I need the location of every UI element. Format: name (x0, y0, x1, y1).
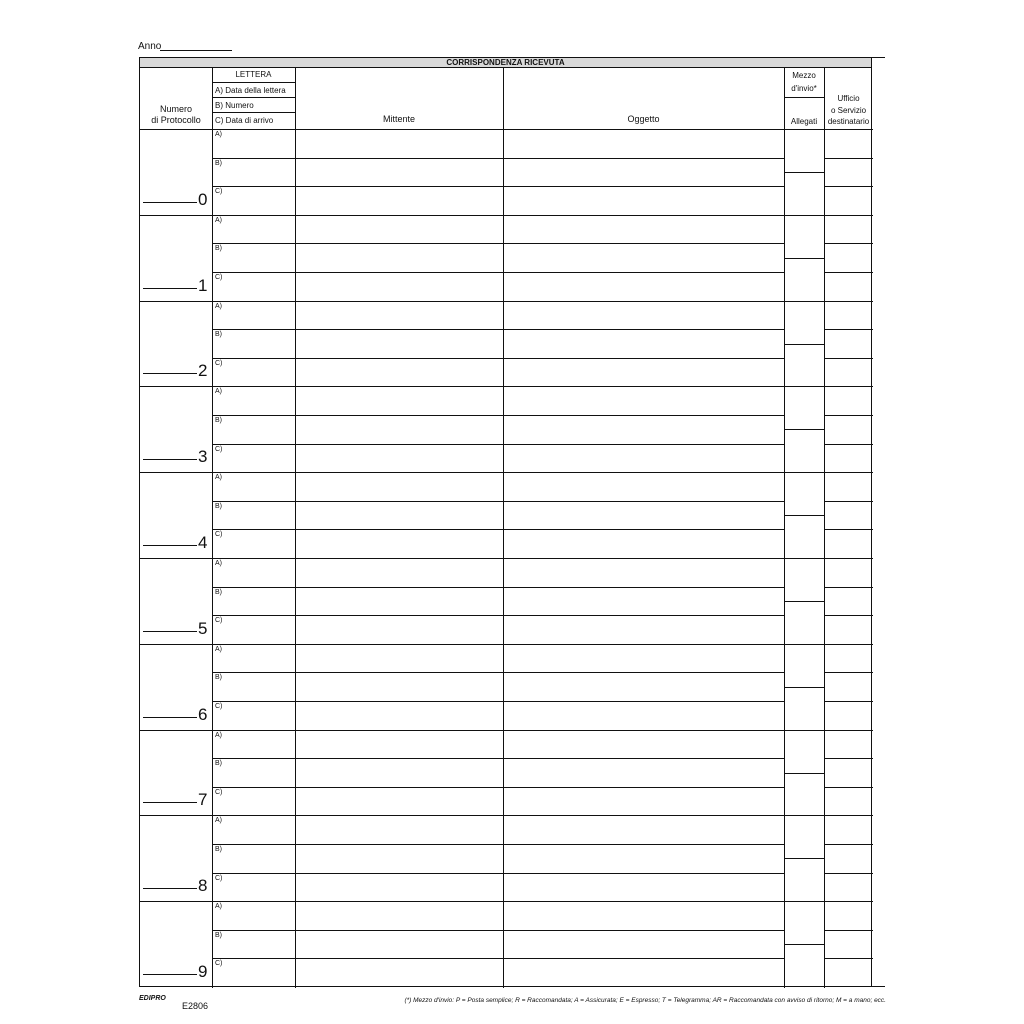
anno-label: Anno (138, 41, 162, 52)
sub-row-rule (824, 844, 873, 845)
form-code: E2806 (182, 1001, 209, 1011)
row-number: 9 (198, 962, 208, 981)
sub-row-rule (212, 243, 784, 244)
header-oggetto: Oggetto (627, 114, 660, 124)
sub-label: C) (215, 617, 223, 625)
row-separator (140, 301, 873, 302)
sub-row-rule (824, 501, 873, 502)
sub-label: B) (215, 159, 222, 167)
sub-row-rule (824, 672, 873, 673)
sub-row-rule (824, 787, 873, 788)
sub-label: B) (215, 674, 222, 682)
protocol-number-field[interactable] (143, 288, 197, 289)
column-divider (295, 67, 296, 988)
header-numero: Numero (159, 104, 192, 114)
sub-row-rule (824, 243, 873, 244)
sub-row-rule (212, 529, 784, 530)
sub-row-rule (212, 158, 784, 159)
sub-row-rule (824, 358, 873, 359)
sub-label: B) (215, 245, 222, 253)
column-divider (784, 67, 785, 988)
sub-row-rule (212, 272, 784, 273)
row-number: 7 (198, 790, 208, 810)
sub-row-rule (824, 529, 873, 530)
sub-row-rule (824, 444, 873, 445)
sub-row-rule (824, 701, 873, 702)
row-separator (140, 215, 873, 216)
header-rule (212, 112, 295, 113)
row-number: 6 (198, 704, 208, 724)
sub-row-rule (212, 930, 784, 931)
sub-row-rule (824, 958, 873, 959)
allegati-rule (784, 172, 824, 173)
sub-label: C) (215, 874, 223, 882)
sub-row-rule (212, 415, 784, 416)
sub-row-rule (212, 958, 784, 959)
sub-label: B) (215, 331, 222, 339)
sub-row-rule (824, 186, 873, 187)
sub-row-rule (212, 501, 784, 502)
header-data-arrivo: C) Data di arrivo (215, 116, 274, 125)
sub-label: A) (215, 302, 222, 310)
sub-row-rule (212, 358, 784, 359)
sub-label: B) (215, 846, 222, 853)
header-allegati: Allegati (790, 117, 818, 126)
header-data-lettera: A) Data della lettera (215, 86, 286, 95)
column-divider (503, 67, 504, 988)
edge-tick (872, 57, 885, 58)
sub-row-rule (824, 873, 873, 874)
allegati-rule (784, 344, 824, 345)
sub-row-rule (212, 873, 784, 874)
sub-label: A) (215, 731, 222, 739)
sub-row-rule (212, 186, 784, 187)
row-number: 0 (198, 189, 208, 209)
protocol-number-field[interactable] (143, 974, 197, 975)
sub-row-rule (824, 587, 873, 588)
header-rule (784, 97, 824, 98)
sub-label: C) (215, 188, 223, 196)
sub-label: C) (215, 274, 223, 281)
row-separator (140, 386, 873, 387)
sub-label: A) (215, 817, 222, 825)
sub-row-rule (824, 329, 873, 330)
sub-label: C) (215, 359, 223, 367)
protocol-number-field[interactable] (143, 373, 197, 374)
sub-label: A) (215, 903, 222, 911)
row-number: 5 (198, 618, 208, 638)
allegati-rule (784, 773, 824, 774)
column-divider (824, 67, 825, 988)
row-separator (140, 472, 873, 473)
header-lettera: LETTERA (235, 70, 272, 79)
header-rule (212, 97, 295, 98)
row-number: 1 (198, 275, 208, 295)
sub-row-rule (212, 587, 784, 588)
allegati-rule (784, 515, 824, 516)
protocol-number-field[interactable] (143, 888, 197, 889)
header-protocollo: di Protocollo (151, 115, 201, 125)
sub-row-rule (824, 272, 873, 273)
edge-tick (872, 986, 885, 987)
sub-row-rule (212, 329, 784, 330)
sub-label: A) (215, 474, 222, 482)
brand-logo: EDIPRO (139, 995, 166, 1002)
sub-label: A) (215, 131, 222, 138)
row-number: 2 (198, 361, 208, 381)
allegati-rule (784, 944, 824, 945)
sub-label: B) (215, 502, 222, 510)
sub-label: A) (215, 560, 222, 567)
anno-field[interactable] (160, 50, 232, 51)
sub-row-rule (824, 758, 873, 759)
protocol-number-field[interactable] (143, 202, 197, 203)
sub-row-rule (212, 844, 784, 845)
header-invio: d'invio* (791, 84, 817, 93)
sub-label: B) (215, 760, 222, 768)
sub-label: C) (215, 445, 223, 453)
allegati-rule (784, 601, 824, 602)
banner-title: CORRISPONDENZA RICEVUTA (140, 58, 871, 68)
sub-row-rule (824, 158, 873, 159)
sub-label: C) (215, 788, 223, 796)
sub-row-rule (212, 701, 784, 702)
allegati-rule (784, 429, 824, 430)
allegati-rule (784, 687, 824, 688)
sub-label: C) (215, 531, 223, 539)
protocol-number-field[interactable] (143, 802, 197, 803)
row-number: 8 (198, 876, 208, 896)
sub-row-rule (212, 672, 784, 673)
row-separator (140, 730, 873, 731)
row-number: 3 (198, 447, 208, 467)
allegati-rule (784, 258, 824, 259)
row-number: 4 (198, 533, 208, 552)
row-separator (140, 901, 873, 902)
sub-row-rule (212, 787, 784, 788)
sub-label: B) (215, 931, 222, 939)
protocol-number-field[interactable] (143, 717, 197, 718)
legend-note: (*) Mezzo d'invio: P = Posta semplice; R = Raccomandata; A = Assicurata; E = Espresso; T = Telegramma; AR = Raccomandata con avviso di ritorno; M = a mano; ecc. (404, 997, 886, 1004)
header-destinatario: destinatario (827, 117, 870, 126)
sub-label: C) (215, 703, 223, 710)
register-form (139, 57, 872, 987)
row-separator (140, 129, 873, 130)
column-divider (212, 67, 213, 988)
row-separator (140, 644, 873, 645)
sub-row-rule (824, 930, 873, 931)
header-mezzo: Mezzo (792, 71, 816, 80)
header-ufficio: Ufficio (837, 94, 860, 103)
header-mittente: Mittente (382, 114, 415, 124)
sub-label: C) (215, 960, 223, 968)
sub-label: A) (215, 216, 222, 224)
sub-label: A) (215, 645, 222, 653)
sub-row-rule (212, 444, 784, 445)
row-separator (140, 815, 873, 816)
sub-label: A) (215, 388, 222, 396)
sub-row-rule (824, 415, 873, 416)
sub-row-rule (824, 615, 873, 616)
sub-row-rule (212, 615, 784, 616)
allegati-rule (784, 858, 824, 859)
header-rule (212, 82, 295, 83)
header-servizio: o Servizio (830, 106, 867, 115)
row-separator (140, 558, 873, 559)
sub-label: B) (215, 417, 222, 424)
protocol-number-field[interactable] (143, 631, 197, 632)
sub-row-rule (212, 758, 784, 759)
sub-label: B) (215, 588, 222, 596)
header-numero-b: B) Numero (215, 101, 254, 110)
protocol-number-field[interactable] (143, 545, 197, 546)
protocol-number-field[interactable] (143, 459, 197, 460)
